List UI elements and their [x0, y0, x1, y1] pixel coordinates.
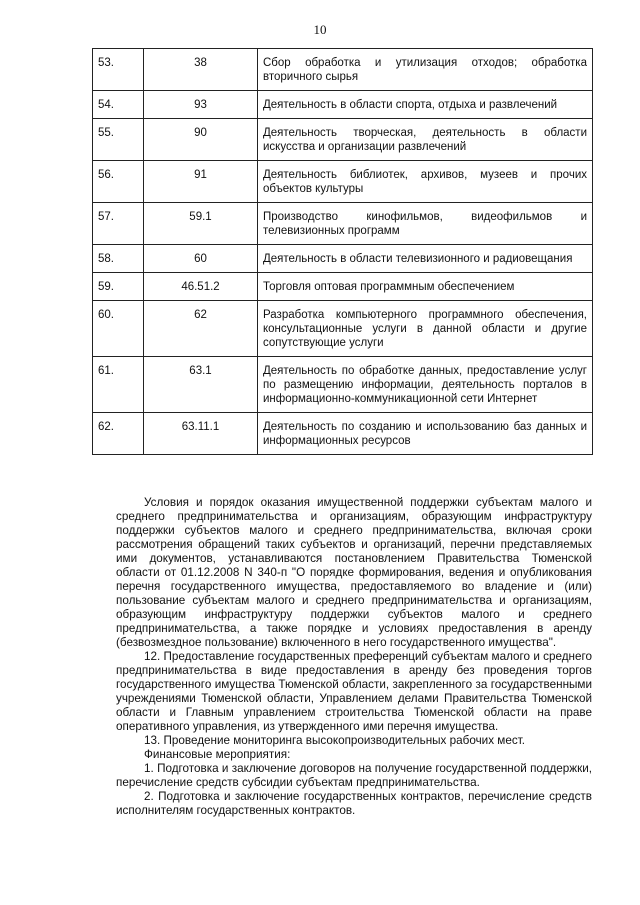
table-row — [93, 245, 593, 273]
okved-code: 63.1 — [144, 357, 258, 413]
table-row — [93, 273, 593, 301]
activity-description: Разработка компьютерного программного обеспечения, консультационные услуги в данной области и другие сопутствующие услуги — [258, 301, 593, 357]
row-number: 60. — [93, 301, 144, 357]
activity-description: Деятельность по обработке данных, предоставление услуг по размещению информации, деятельность порталов в информационно-коммуникационной сети Интернет — [258, 357, 593, 413]
table-row — [93, 49, 593, 91]
okved-code: 38 — [144, 49, 258, 91]
paragraph-item-13: 13. Проведение мониторинга высокопроизводительных рабочих мест. — [144, 734, 525, 747]
table-row — [93, 119, 593, 161]
paragraph-financial-2: 2. Подготовка и заключение государственных контрактов, перечисление средств исполнителям государственных контрактов. — [116, 790, 592, 817]
activity-description: Торговля оптовая программным обеспечением — [258, 273, 593, 301]
activity-description: Деятельность по созданию и использованию баз данных и информационных ресурсов — [258, 413, 593, 455]
row-number: 58. — [93, 245, 144, 273]
row-number: 59. — [93, 273, 144, 301]
okved-table — [92, 48, 593, 455]
activity-description: Деятельность творческая, деятельность в области искусства и организации развлечений — [258, 119, 593, 161]
body-text — [116, 496, 592, 818]
row-number: 62. — [93, 413, 144, 455]
row-number: 56. — [93, 161, 144, 203]
row-number: 53. — [93, 49, 144, 91]
page-number: 10 — [313, 22, 327, 37]
okved-code: 60 — [144, 245, 258, 273]
row-number: 61. — [93, 357, 144, 413]
paragraph-financial-1: 1. Подготовка и заключение договоров на получение государственной поддержки, перечисление средств субсидии субъектам предпринимательства. — [116, 762, 592, 789]
activity-description: Производство кинофильмов, видеофильмов и телевизионных программ — [258, 203, 593, 245]
table-row — [93, 91, 593, 119]
row-number: 54. — [93, 91, 144, 119]
okved-code: 63.11.1 — [144, 413, 258, 455]
paragraph-financial-heading: Финансовые мероприятия: — [144, 748, 291, 761]
table-row — [93, 413, 593, 455]
activity-description: Деятельность в области телевизионного и радиовещания — [258, 245, 593, 273]
table-row — [93, 357, 593, 413]
activity-description: Деятельность библиотек, архивов, музеев и прочих объектов культуры — [258, 161, 593, 203]
okved-code: 62 — [144, 301, 258, 357]
okved-code: 59.1 — [144, 203, 258, 245]
row-number: 57. — [93, 203, 144, 245]
paragraph-item-12: 12. Предоставление государственных преференций субъектам малого и среднего предпринимательства в виде предоставления в аренду без проведения торгов государственного имущества Тюменской области, закрепленного за государственными учреждениями Тюменской области, Управлением делами Правительства Тюменской области и Главным управлением строительства Тюменской области на праве оперативного управления, из утвержденного ими перечня имущества. — [116, 650, 592, 733]
row-number: 55. — [93, 119, 144, 161]
okved-code: 90 — [144, 119, 258, 161]
okved-table-body — [93, 49, 593, 455]
okved-code: 93 — [144, 91, 258, 119]
activity-description: Сбор обработка и утилизация отходов; обработка вторичного сырья — [258, 49, 593, 91]
okved-code: 46.51.2 — [144, 273, 258, 301]
activity-description: Деятельность в области спорта, отдыха и развлечений — [258, 91, 593, 119]
table-row — [93, 203, 593, 245]
table-row — [93, 161, 593, 203]
table-row — [93, 301, 593, 357]
okved-code: 91 — [144, 161, 258, 203]
paragraph-property-support: Условия и порядок оказания имущественной поддержки субъектам малого и среднего предпринимательства и организациям, образующим инфраструктуру поддержки субъектов малого и среднего предпринимательства, включая сроки рассмотрения обращений таких субъектов и организаций, перечни представляемых ими документов, устанавливаются постановлением Правительства Тюменской области от 01.12.2008 N 340-п "О порядке формирования, ведения и опубликования перечня государственного имущества, предоставляемого во владение и (или) пользование субъектам малого и среднего предпринимательства и организациям, образующим инфраструктуру поддержки субъектов малого и среднего предпринимательства, а также порядке и условиях предоставления в аренду (безвозмездное пользование) включенного в него государственного имущества". — [116, 496, 592, 649]
